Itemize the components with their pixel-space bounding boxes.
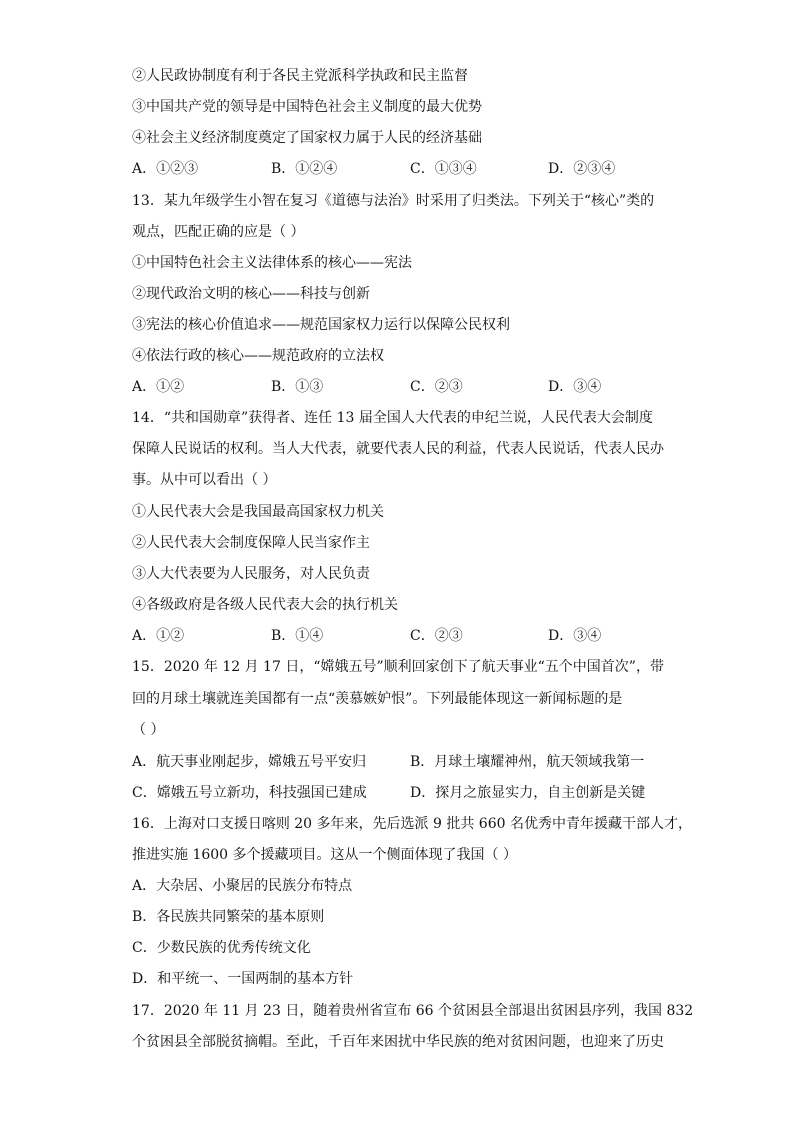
q17-stem-line-1: 17．2020 年 11 月 23 日，随着贵州省宣布 66 个贫困县全部退出贫困县序列，我国 832	[132, 1003, 694, 1019]
q14-stem-line-3: 事。从中可以看出（ ）	[132, 472, 277, 488]
q13-stem-line-1: 13．某九年级学生小智在复习《道德与法治》时采用了归类法。下列关于“核心”类的	[132, 193, 655, 209]
q14-option-c: C．②③	[410, 628, 463, 644]
q15-stem-line-1: 15．2020 年 12 月 17 日，“嫦娥五号”顺利回家创下了航天事业“五个中国首次”，带	[132, 659, 664, 675]
q14-stem-line-1: 14．“共和国勋章”获得者、连任 13 届全国人大代表的申纪兰说，人民代表大会制度	[132, 410, 653, 426]
q17-stem-line-2: 个贫困县全部脱贫摘帽。至此，千百年来困扰中华民族的绝对贫困问题，也迎来了历史	[132, 1034, 664, 1050]
q14-statement-4: ④各级政府是各级人民代表大会的执行机关	[132, 597, 398, 613]
q16-option-b: B．各民族共同繁荣的基本原则	[132, 909, 325, 925]
q13-statement-1: ①中国特色社会主义法律体系的核心——宪法	[132, 255, 412, 271]
q13-option-b: B．①③	[271, 379, 324, 395]
q12-option-c: C．①③④	[410, 161, 477, 177]
q13-statement-3: ③宪法的核心价值追求——规范国家权力运行以保障公民权利	[132, 317, 510, 333]
q12-option-d: D．②③④	[548, 161, 616, 177]
q13-statement-4: ④依法行政的核心——规范政府的立法权	[132, 348, 384, 364]
q16-stem-line-1: 16．上海对口支援日喀则 20 多年来，先后选派 9 批共 660 名优秀中青年援藏干部人才，	[132, 816, 692, 832]
q15-option-a: A．航天事业刚起步，嫦娥五号平安归	[132, 754, 367, 770]
q12-option-b: B．①②④	[271, 161, 338, 177]
q16-option-a: A．大杂居、小聚居的民族分布特点	[132, 878, 353, 894]
q14-option-d: D．③④	[548, 628, 602, 644]
q14-statement-3: ③人大代表要为人民服务，对人民负责	[132, 566, 370, 582]
q15-option-d: D．探月之旅显实力，自主创新是关键	[410, 785, 646, 801]
q14-statement-1: ①人民代表大会是我国最高国家权力机关	[132, 504, 384, 520]
q15-stem-line-2: 回的月球土壤就连美国都有一点“羡慕嫉妒恨”。下列最能体现这一新闻标题的是	[132, 691, 623, 707]
q13-option-d: D．③④	[548, 379, 602, 395]
q12-statement-3: ③中国共产党的领导是中国特色社会主义制度的最大优势	[132, 99, 482, 115]
q15-stem-line-3: （ ）	[132, 722, 165, 738]
q16-option-d: D．和平统一、一国两制的基本方针	[132, 971, 354, 987]
q16-stem-line-2: 推进实施 1600 多个援藏项目。这从一个侧面体现了我国（ ）	[132, 847, 517, 863]
q16-option-c: C．少数民族的优秀传统文化	[132, 940, 311, 956]
q14-option-b: B．①④	[271, 628, 324, 644]
q15-option-c: C．嫦娥五号立新功，科技强国已建成	[132, 785, 367, 801]
q12-statement-2: ②人民政协制度有利于各民主党派科学执政和民主监督	[132, 68, 468, 84]
q14-statement-2: ②人民代表大会制度保障人民当家作主	[132, 535, 370, 551]
q14-option-a: A．①②	[132, 628, 185, 644]
q14-stem-line-2: 保障人民说话的权利。当人大代表，就要代表人民的利益，代表人民说话，代表人民办	[132, 441, 664, 457]
q13-option-c: C．②③	[410, 379, 463, 395]
q12-statement-4: ④社会主义经济制度奠定了国家权力属于人民的经济基础	[132, 130, 482, 146]
q12-option-a: A．①②③	[132, 161, 199, 177]
q15-option-b: B．月球土壤耀神州，航天领域我第一	[410, 754, 645, 770]
q13-stem-line-2: 观点，匹配正确的应是（ ）	[132, 224, 305, 240]
q13-option-a: A．①②	[132, 379, 185, 395]
q13-statement-2: ②现代政治文明的核心——科技与创新	[132, 286, 370, 302]
